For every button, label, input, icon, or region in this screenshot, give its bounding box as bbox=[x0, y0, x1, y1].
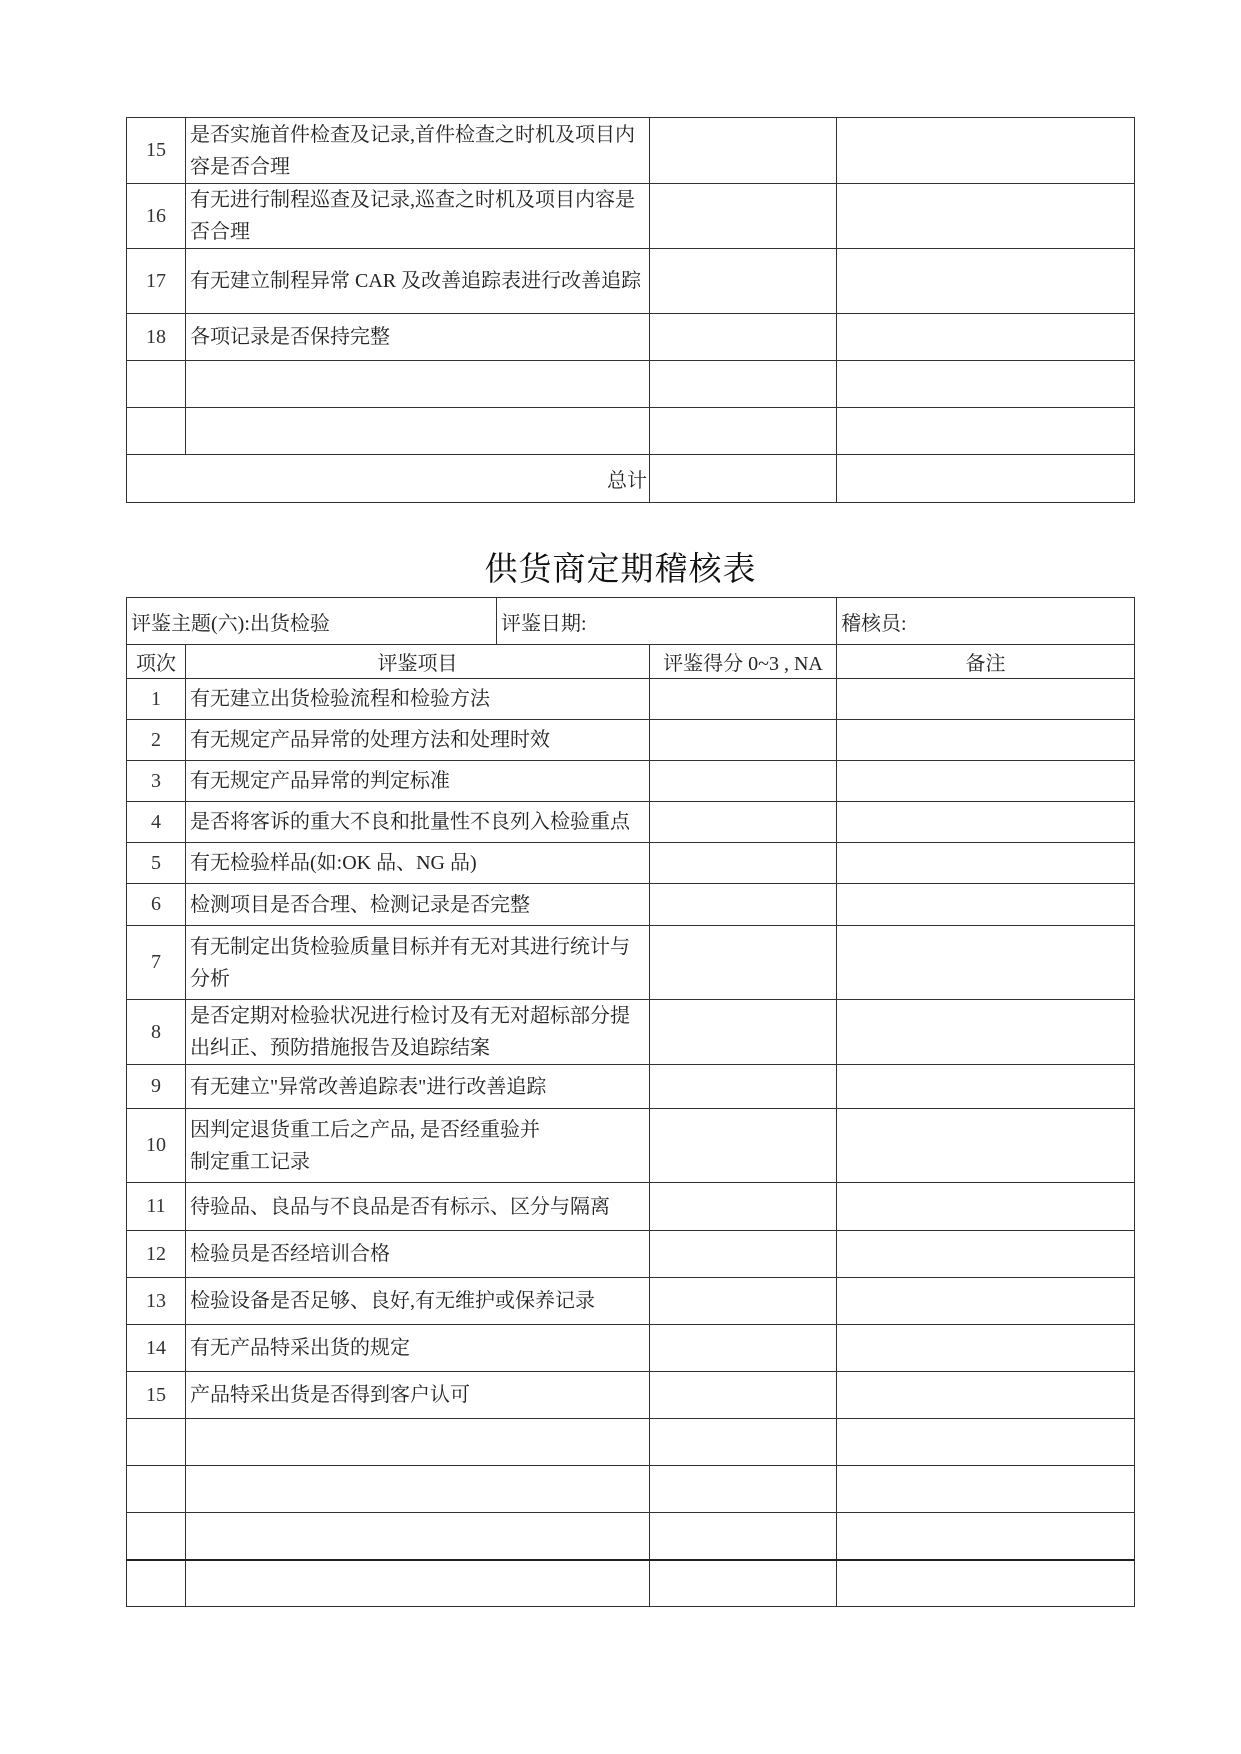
remark-cell[interactable] bbox=[837, 118, 1135, 184]
remark-cell[interactable] bbox=[837, 1065, 1135, 1109]
item-number: 10 bbox=[127, 1109, 186, 1183]
score-cell[interactable] bbox=[650, 1325, 837, 1372]
score-cell[interactable] bbox=[650, 1466, 837, 1513]
item-number: 3 bbox=[127, 761, 186, 802]
remark-cell[interactable] bbox=[837, 314, 1135, 361]
table-row bbox=[127, 184, 1135, 249]
item-text: 产品特采出货是否得到客户认可 bbox=[186, 1372, 650, 1419]
empty-row bbox=[127, 361, 1135, 408]
item-text: 有无检验样品(如:OK 品、NG 品) bbox=[186, 843, 650, 884]
form-title: 供货商定期稽核表 bbox=[484, 552, 757, 588]
table-row bbox=[127, 249, 1135, 314]
table-row bbox=[127, 1372, 1135, 1419]
item-number: 16 bbox=[127, 184, 186, 249]
item-text: 有无建立"异常改善追踪表"进行改善追踪 bbox=[186, 1065, 650, 1109]
item-number: 18 bbox=[127, 314, 186, 361]
score-cell[interactable] bbox=[650, 1372, 837, 1419]
score-cell[interactable] bbox=[650, 249, 837, 314]
remark-cell[interactable] bbox=[837, 761, 1135, 802]
score-cell[interactable] bbox=[650, 1560, 837, 1607]
table-row bbox=[127, 843, 1135, 884]
remark-cell[interactable] bbox=[837, 679, 1135, 720]
table-row bbox=[127, 1325, 1135, 1372]
table-row bbox=[127, 1231, 1135, 1278]
table-row bbox=[127, 1109, 1135, 1183]
header-score: 评鉴得分 0~3 , NA bbox=[650, 645, 837, 679]
auditor-field[interactable]: 稽核员: bbox=[837, 598, 1135, 645]
item-text: 待验品、良品与不良品是否有标示、区分与隔离 bbox=[186, 1183, 650, 1231]
remark-cell[interactable] bbox=[837, 1278, 1135, 1325]
empty-row bbox=[127, 408, 1135, 455]
item-number: 12 bbox=[127, 1231, 186, 1278]
empty-row bbox=[127, 1513, 1135, 1560]
total-score-cell[interactable] bbox=[650, 455, 837, 503]
table-row bbox=[127, 926, 1135, 1000]
item-text: 是否实施首件检查及记录,首件检查之时机及项目内容是否合理 bbox=[186, 118, 650, 184]
item-text: 有无进行制程巡查及记录,巡查之时机及项目内容是否合理 bbox=[186, 184, 650, 249]
remark-cell[interactable] bbox=[837, 1419, 1135, 1466]
score-cell[interactable] bbox=[650, 184, 837, 249]
remark-cell[interactable] bbox=[837, 1000, 1135, 1065]
remark-cell[interactable] bbox=[837, 843, 1135, 884]
item-number: 1 bbox=[127, 679, 186, 720]
item-number: 13 bbox=[127, 1278, 186, 1325]
audit-table bbox=[126, 597, 1135, 1607]
score-cell[interactable] bbox=[650, 679, 837, 720]
table-row bbox=[127, 1065, 1135, 1109]
remark-cell[interactable] bbox=[837, 720, 1135, 761]
item-number: 4 bbox=[127, 802, 186, 843]
item-text: 有无规定产品异常的判定标准 bbox=[186, 761, 650, 802]
score-cell[interactable] bbox=[650, 1109, 837, 1183]
score-cell[interactable] bbox=[650, 408, 837, 455]
info-row bbox=[127, 598, 1135, 645]
item-number bbox=[127, 1513, 186, 1560]
score-cell[interactable] bbox=[650, 1419, 837, 1466]
item-text-line: 因判定退货重工后之产品, 是否经重验并 bbox=[190, 1118, 540, 1141]
score-cell[interactable] bbox=[650, 720, 837, 761]
item-text bbox=[186, 1109, 650, 1183]
item-number: 7 bbox=[127, 926, 186, 1000]
item-text: 检验设备是否足够、良好,有无维护或保养记录 bbox=[186, 1278, 650, 1325]
item-number bbox=[127, 1466, 186, 1513]
empty-row bbox=[127, 1419, 1135, 1466]
remark-cell[interactable] bbox=[837, 1183, 1135, 1231]
table-row bbox=[127, 118, 1135, 184]
remark-cell[interactable] bbox=[837, 926, 1135, 1000]
score-cell[interactable] bbox=[650, 1513, 837, 1560]
item-number bbox=[127, 1560, 186, 1607]
remark-cell[interactable] bbox=[837, 802, 1135, 843]
item-number: 14 bbox=[127, 1325, 186, 1372]
remark-cell[interactable] bbox=[837, 1372, 1135, 1419]
remark-cell[interactable] bbox=[837, 408, 1135, 455]
item-number: 5 bbox=[127, 843, 186, 884]
audit-table-continued bbox=[126, 117, 1135, 503]
item-number bbox=[127, 1419, 186, 1466]
table-row bbox=[127, 314, 1135, 361]
item-text[interactable] bbox=[186, 1466, 650, 1513]
item-number: 2 bbox=[127, 720, 186, 761]
item-number bbox=[127, 408, 186, 455]
item-number: 8 bbox=[127, 1000, 186, 1065]
remark-cell[interactable] bbox=[837, 1325, 1135, 1372]
score-cell[interactable] bbox=[650, 361, 837, 408]
table-row bbox=[127, 884, 1135, 926]
score-cell[interactable] bbox=[650, 118, 837, 184]
score-cell[interactable] bbox=[650, 1065, 837, 1109]
score-cell[interactable] bbox=[650, 761, 837, 802]
item-number bbox=[127, 361, 186, 408]
total-remark-cell[interactable] bbox=[837, 455, 1135, 503]
item-text[interactable] bbox=[186, 1513, 650, 1560]
remark-cell[interactable] bbox=[837, 361, 1135, 408]
item-number: 15 bbox=[127, 118, 186, 184]
header-no: 项次 bbox=[127, 645, 186, 679]
item-text[interactable] bbox=[186, 1560, 650, 1607]
item-text: 是否将客诉的重大不良和批量性不良列入检验重点 bbox=[186, 802, 650, 843]
header-row bbox=[127, 645, 1135, 679]
item-number: 15 bbox=[127, 1372, 186, 1419]
score-cell[interactable] bbox=[650, 1183, 837, 1231]
item-text: 检验员是否经培训合格 bbox=[186, 1231, 650, 1278]
table-row bbox=[127, 802, 1135, 843]
item-text: 有无建立制程异常 CAR 及改善追踪表进行改善追踪 bbox=[186, 249, 650, 314]
header-remark: 备注 bbox=[837, 645, 1135, 679]
item-text: 检测项目是否合理、检测记录是否完整 bbox=[186, 884, 650, 926]
score-cell[interactable] bbox=[650, 1000, 837, 1065]
subject-label: 评鉴主题(六):出货检验 bbox=[127, 598, 497, 645]
item-text[interactable] bbox=[186, 361, 650, 408]
item-text: 各项记录是否保持完整 bbox=[186, 314, 650, 361]
score-cell[interactable] bbox=[650, 1278, 837, 1325]
item-text: 有无建立出货检验流程和检验方法 bbox=[186, 679, 650, 720]
remark-cell[interactable] bbox=[837, 1109, 1135, 1183]
remark-cell[interactable] bbox=[837, 884, 1135, 926]
table-row bbox=[127, 1183, 1135, 1231]
score-cell[interactable] bbox=[650, 884, 837, 926]
remark-cell[interactable] bbox=[837, 1513, 1135, 1560]
item-text: 有无产品特采出货的规定 bbox=[186, 1325, 650, 1372]
score-cell[interactable] bbox=[650, 802, 837, 843]
total-label: 总计 bbox=[127, 455, 650, 503]
item-number: 17 bbox=[127, 249, 186, 314]
header-item: 评鉴项目 bbox=[186, 645, 650, 679]
table-row bbox=[127, 1278, 1135, 1325]
remark-cell[interactable] bbox=[837, 1560, 1135, 1607]
item-number: 9 bbox=[127, 1065, 186, 1109]
item-number: 6 bbox=[127, 884, 186, 926]
score-cell[interactable] bbox=[650, 1231, 837, 1278]
item-text[interactable] bbox=[186, 1419, 650, 1466]
item-text: 有无规定产品异常的处理方法和处理时效 bbox=[186, 720, 650, 761]
table-row bbox=[127, 720, 1135, 761]
remark-cell[interactable] bbox=[837, 249, 1135, 314]
item-text: 是否定期对检验状况进行检讨及有无对超标部分提出纠正、预防措施报告及追踪结案 bbox=[186, 1000, 650, 1065]
item-text[interactable] bbox=[186, 408, 650, 455]
score-cell[interactable] bbox=[650, 926, 837, 1000]
item-text-line: 制定重工记录 bbox=[190, 1150, 310, 1173]
table-row bbox=[127, 1000, 1135, 1065]
score-cell[interactable] bbox=[650, 843, 837, 884]
remark-cell[interactable] bbox=[837, 1231, 1135, 1278]
empty-row bbox=[127, 1560, 1135, 1607]
table-row bbox=[127, 679, 1135, 720]
total-row bbox=[127, 455, 1135, 503]
table-row bbox=[127, 761, 1135, 802]
score-cell[interactable] bbox=[650, 314, 837, 361]
item-text: 有无制定出货检验质量目标并有无对其进行统计与分析 bbox=[186, 926, 650, 1000]
remark-cell[interactable] bbox=[837, 184, 1135, 249]
empty-row bbox=[127, 1466, 1135, 1513]
date-field[interactable]: 评鉴日期: bbox=[497, 598, 837, 645]
item-number: 11 bbox=[127, 1183, 186, 1231]
remark-cell[interactable] bbox=[837, 1466, 1135, 1513]
